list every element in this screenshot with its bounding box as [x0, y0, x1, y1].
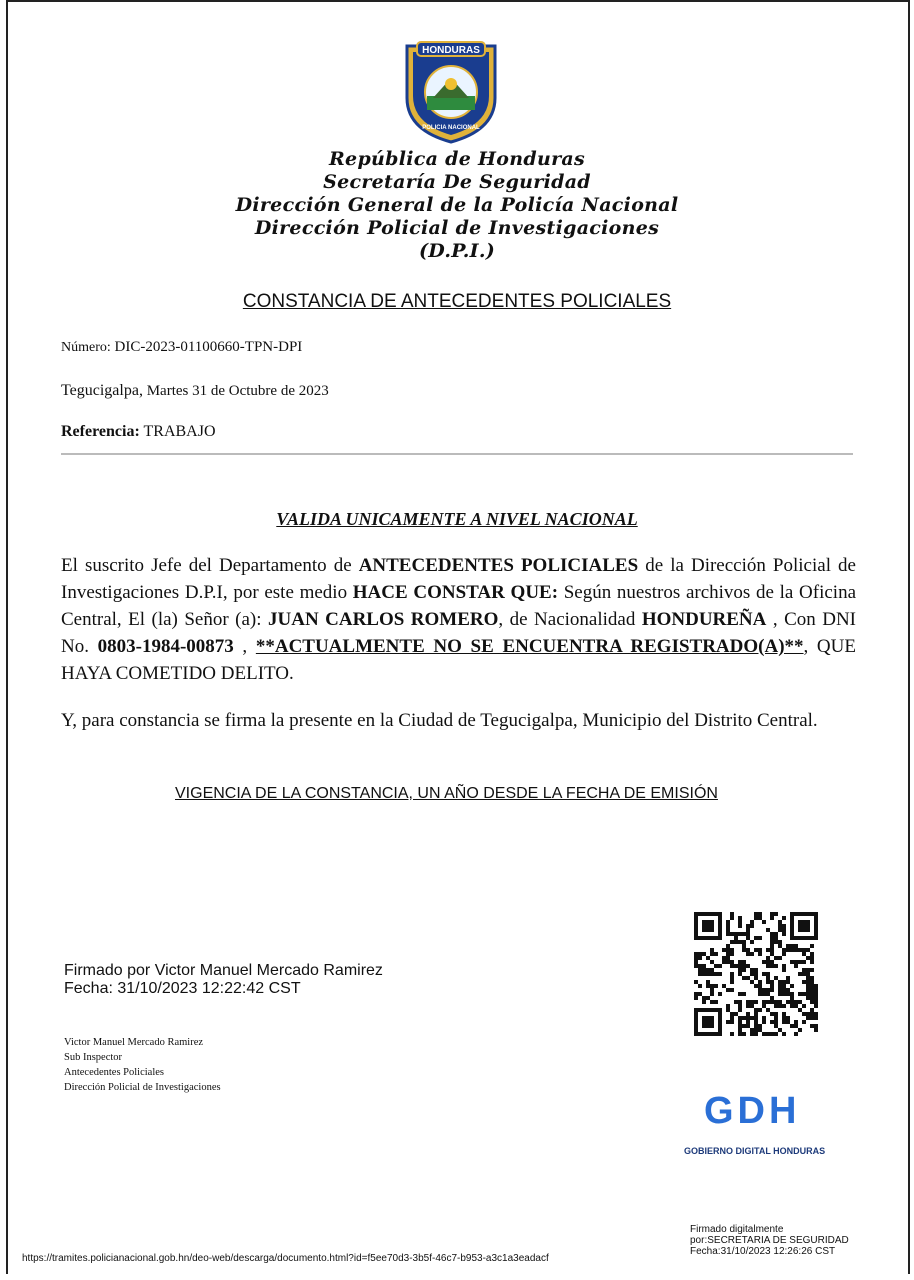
- p1-person-name: JUAN CARLOS ROMERO: [268, 609, 499, 630]
- signer-dept: Antecedentes Policiales: [64, 1067, 165, 1078]
- header-line-secretaria: Secretaría De Seguridad: [323, 171, 591, 193]
- p1-hace-constar: HACE CONSTAR QUE:: [352, 582, 559, 603]
- digital-signature-block: [690, 1224, 849, 1257]
- referencia-row: [61, 423, 216, 441]
- header-line-republica: República de Honduras: [328, 148, 586, 170]
- signed-date: Fecha: 31/10/2023 12:22:42 CST: [64, 980, 301, 997]
- numero-value: DIC-2023-01100660-TPN-DPI: [114, 339, 303, 355]
- header-line-dpi: (D.P.I.): [418, 240, 496, 262]
- city-label: Tegucigalpa,: [61, 382, 143, 399]
- header-line-direccion-general: Dirección General de la Policía Nacional: [235, 194, 679, 216]
- date-row: [61, 382, 329, 400]
- p1-text-d: , de Nacionalidad: [498, 609, 642, 630]
- numero-label: Número:: [61, 340, 111, 355]
- p1-dni: 0803-1984-00873: [97, 636, 234, 657]
- p1-text-e: , Con DNI No.: [61, 609, 856, 657]
- referencia-value: TRABAJO: [143, 423, 216, 440]
- p1-status: **ACTUALMENTE NO SE ENCUENTRA REGISTRADO(A)**: [255, 636, 804, 657]
- referencia-label: Referencia:: [61, 423, 140, 440]
- seal-top-text: HONDURAS: [422, 45, 480, 56]
- digital-line-2: por:SECRETARIA DE SEGURIDAD: [690, 1235, 849, 1246]
- signer-rank: Sub Inspector: [64, 1052, 123, 1063]
- body-paragraph-1: [61, 552, 856, 687]
- digital-line-1: Firmado digitalmente: [690, 1224, 784, 1235]
- date-value: Martes 31 de Octubre de 2023: [146, 383, 329, 399]
- p1-text-g: , QUE HAYA COMETIDO DELITO.: [61, 636, 856, 684]
- qr-code-icon: [694, 912, 818, 1036]
- p1-text-b: de la Dirección Policial de Investigaciones D.P.I, por este medio: [61, 555, 856, 603]
- signer-name: Victor Manuel Mercado Ramirez: [64, 1037, 204, 1048]
- numero-row: [61, 339, 302, 356]
- seal-bottom-text: POLICIA NACIONAL: [422, 125, 480, 131]
- signer-division: Dirección Policial de Investigaciones: [64, 1082, 221, 1093]
- p1-text-f: ,: [233, 636, 256, 657]
- gdh-logo: GDH: [704, 1090, 801, 1132]
- gdh-caption: GOBIERNO DIGITAL HONDURAS: [684, 1146, 826, 1156]
- document-title: CONSTANCIA DE ANTECEDENTES POLICIALES: [242, 291, 672, 312]
- p1-text-c: Según nuestros archivos de la Oficina Central, El (la) Señor (a):: [61, 582, 857, 630]
- body-paragraph-2: Y, para constancia se firma la presente en la Ciudad de Tegucigalpa, Municipio del Distrito Central.: [61, 710, 818, 731]
- police-seal-icon: [403, 38, 499, 144]
- p1-nationality: HONDUREÑA: [641, 609, 767, 630]
- digital-line-3: Fecha:31/10/2023 12:26:26 CST: [690, 1246, 836, 1257]
- vigencia-notice: VIGENCIA DE LA CONSTANCIA, UN AÑO DESDE LA FECHA DE EMISIÓN: [175, 785, 718, 802]
- valida-notice: VALIDA UNICAMENTE A NIVEL NACIONAL: [276, 509, 638, 529]
- header-line-direccion-policial: Dirección Policial de Investigaciones: [254, 217, 660, 239]
- signer-block: [64, 1035, 221, 1095]
- p1-dept: ANTECEDENTES POLICIALES: [358, 555, 639, 576]
- p1-text-a: El suscrito Jefe del Departamento de: [61, 555, 359, 576]
- signed-block: [64, 962, 383, 998]
- divider: [61, 453, 853, 455]
- signed-by: Firmado por Victor Manuel Mercado Ramirez: [64, 962, 383, 979]
- document-url[interactable]: https://tramites.policianacional.gob.hn/deo-web/descarga/documento.html?id=f5ee70d3-3b5f-46c7-b953-a3c1a3eadacf: [22, 1253, 549, 1264]
